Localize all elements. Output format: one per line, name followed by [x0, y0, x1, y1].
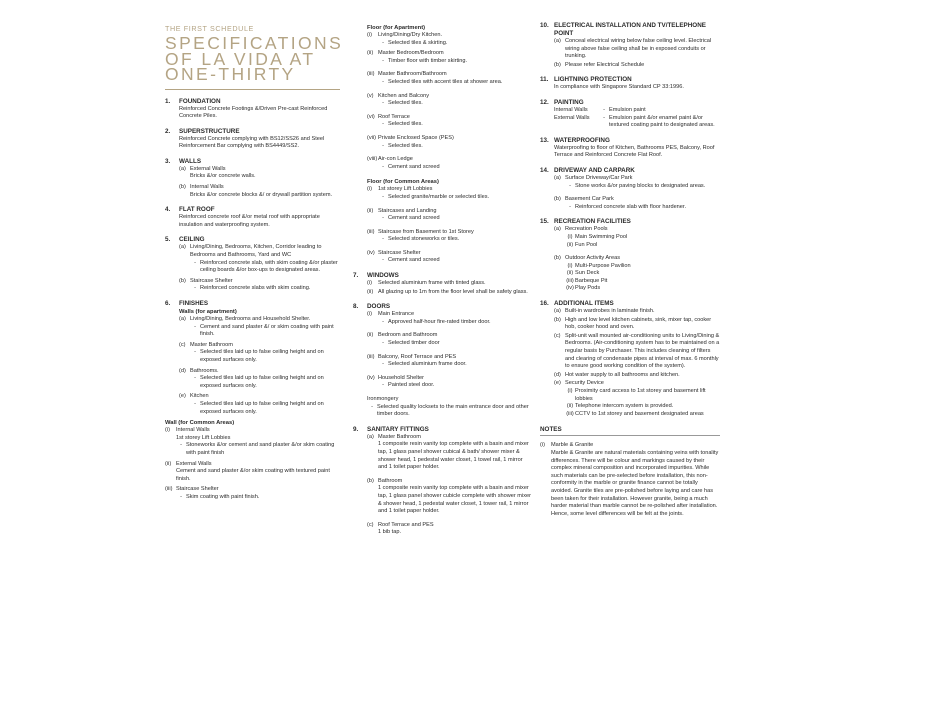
item-heading: Kitchen and Balcony [378, 92, 429, 99]
section-title: WATERPROOFING [554, 136, 610, 144]
item-text: Emulsion paint [609, 106, 646, 113]
item-label: (a) [554, 308, 561, 315]
walls-item-a [179, 166, 340, 181]
recreation-item-a [554, 226, 720, 249]
additional-item-a [554, 308, 720, 316]
additional-item-d [554, 372, 720, 380]
sanitary-item-a [367, 434, 532, 472]
item-label: (ii) [367, 288, 374, 295]
section-driveway [540, 167, 720, 211]
item-heading: External Walls [554, 114, 590, 121]
item-heading: Staircase Shelter [190, 277, 233, 284]
recreation-item-b [554, 255, 720, 293]
item-label: (iii) [367, 353, 375, 360]
item-text: Stoneworks &/or cement and sand plaster &/or skim coating with paint finish [186, 442, 335, 456]
item-text: All glazing up to 1m from the floor level shall be safety glass. [378, 288, 528, 295]
item-heading: Bathrooms. [190, 367, 219, 374]
item-text: Cement and sand plaster &/or skim coating with textured paint finish. [176, 468, 330, 482]
section-number: 5. [165, 236, 171, 244]
item-label: (ii) [367, 332, 374, 339]
section-number: 2. [165, 127, 171, 135]
item-text: Selected tiles. [388, 142, 423, 149]
floor-apt-i: (i) Living/Dining/Dry Kitchen. - Selected tiles & skirting. [367, 32, 532, 47]
item-text: Reinforced concrete slabs with skim coating. [200, 285, 311, 292]
section-text: Reinforced Concrete complying with BS12/SS26 and Steel Reinforcement Bar complying with BS4449/SS2. [179, 135, 325, 150]
finishes-item-c: (c) Master Bathroom - Selected tiles laid up to false ceiling height and on exposed surfaces only. [179, 342, 340, 365]
section-number: 4. [165, 206, 171, 214]
section-title: LIGHTNING PROTECTION [554, 76, 632, 84]
item-text: Selected stoneworks or tiles. [388, 236, 460, 243]
schedule-label: THE FIRST SCHEDULE [165, 24, 254, 33]
windows-item-ii [367, 289, 532, 297]
section-title: SANITARY FITTINGS [367, 425, 429, 433]
column-1 [165, 24, 344, 508]
item-label: (e) [179, 393, 186, 400]
list-item: (iii) Barbeque Pit [566, 277, 608, 284]
item-label: (ii) [165, 460, 172, 467]
section-number: 7. [353, 272, 359, 280]
electrical-item-a [554, 38, 720, 61]
page-title [165, 33, 344, 84]
doors-item-iv: (iv) Household Shelter - Painted steel door. [367, 375, 532, 390]
item-label: (a) [554, 226, 561, 233]
item-heading: Recreation Pools [565, 226, 608, 233]
finishes-item-a: (a) Living/Dining, Bedrooms and Household Shelter. - Cement and sand plaster &/ or skim coating with paint finish. [179, 316, 340, 339]
section-finishes [165, 300, 340, 501]
section-number: 13. [540, 136, 549, 144]
subsection-heading: Wall (for Common Areas) [165, 420, 235, 427]
section-title: ADDITIONAL ITEMS [554, 300, 614, 308]
item-label: (iii) [367, 228, 375, 235]
item-label: (b) [554, 196, 561, 203]
item-text: Selected aluminium frame door. [388, 361, 467, 368]
item-heading: Roof Terrace and PES [378, 521, 434, 528]
common-wall-item-ii [165, 461, 340, 484]
section-foundation [165, 98, 340, 121]
section-recreation [540, 218, 720, 293]
section-doors [353, 303, 532, 419]
item-subheading: 1st storey Lift Lobbies [176, 434, 231, 441]
section-number: 9. [353, 425, 359, 433]
section-text: Waterproofing to floor of Kitchen, Bathrooms PES, Balcony, Roof Terrace and Reinforced Concrete Flat Roof. [554, 144, 715, 159]
item-heading: Master Bedroom/Bedroom [378, 50, 444, 57]
additional-item-e [554, 380, 720, 418]
section-title: DOORS [367, 303, 391, 311]
title-divider [165, 89, 340, 90]
title-line-3: ONE-THIRTY [165, 64, 296, 84]
title-line-2: OF LA VIDA AT [165, 48, 316, 69]
item-heading: Internal Walls [190, 184, 224, 191]
ceiling-item-a: (a) Living/Dining, Bedrooms, Kitchen, Corridor leading to Bedrooms and Bathrooms, Yard and WC - Reinforced concrete slab, with skim coating &/or plaster ceiling boards &/or box-ups to designated areas. [179, 244, 340, 274]
item-text: Marble & Granite are natural materials containing veins with tonality differences. There will be colour and markings caused by their complex mineral composition and incorporated impurities. While such materials can be pre-selected before installation, this non-conformity in the marble or granite finance cannot be totally avoided. Granite tiles are pre-polished before laying and care has been taken for their installation. However granite, being a much harder material than marble cannot be re-polished after installation. Hence, some level differences will be felt at the joints. [551, 449, 719, 517]
item-heading: Marble & Granite [551, 442, 594, 449]
item-label: (b) [554, 61, 561, 68]
list-item: (iii) CCTV to 1st storey and basement designated areas [566, 410, 704, 417]
doors-item-i: (i) Main Entrance - Approved half-hour fire-rated timber door. [367, 311, 532, 326]
item-text: Timber floor with timber skirting. [388, 57, 468, 64]
list-item: (ii) Telephone intercom system is provided. [566, 403, 674, 410]
floor-apt-v: (v) Kitchen and Balcony - Selected tiles. [367, 93, 532, 108]
notes-heading: NOTES [540, 426, 720, 436]
subsection-heading: Floor (for Common Areas) [367, 179, 439, 186]
section-number: 14. [540, 166, 549, 174]
painting-external: External Walls - Emulsion paint &/or enamel paint &/or textured coating paint to designated areas. [554, 115, 720, 130]
finishes-item-d: (d) Bathrooms. - Selected tiles laid up to false ceiling height and on exposed surfaces only. [179, 368, 340, 391]
section-title: RECREATION FACILITIES [554, 218, 631, 226]
section-number: 6. [165, 300, 171, 307]
floor-common-areas [367, 178, 532, 265]
section-title: SUPERSTRUCTURE [179, 127, 240, 135]
item-heading: Master Bathroom/Bathroom [378, 71, 447, 78]
painting-internal: Internal Walls - Emulsion paint [554, 107, 720, 115]
section-additional [540, 300, 720, 418]
item-heading: Main Entrance [378, 311, 415, 318]
item-heading: External Walls [190, 165, 226, 172]
section-title: WINDOWS [367, 272, 399, 280]
doors-item-ii: (ii) Bedroom and Bathroom - Selected timber door [367, 332, 532, 347]
item-label: (b) [179, 184, 186, 191]
item-label: (i) [165, 427, 170, 434]
item-heading: Bedroom and Bathroom [378, 332, 438, 339]
item-label: (iii) [165, 486, 173, 493]
driveway-item-a: (a) Surface Driveway/Car Park - Stone works &/or paving blocks to designated areas. [554, 175, 720, 190]
item-heading: Kitchen [190, 393, 209, 400]
floor-common-iv: (iv) Staircase Shelter - Cement sand screed [367, 250, 532, 265]
section-number: 15. [540, 218, 549, 226]
item-heading: Private Enclosed Space (PES) [378, 134, 454, 141]
section-number: 3. [165, 157, 171, 165]
item-heading: External Walls [176, 460, 212, 467]
item-label: (vi) [367, 113, 375, 120]
item-text: Selected quality locksets to the main entrance door and other timber doors. [377, 403, 529, 418]
item-text: Selected tiles with accent tiles at shower area. [388, 78, 503, 85]
sanitary-item-c [367, 522, 532, 537]
item-text: Emulsion paint &/or enamel paint &/or textured coating paint to designated areas. [609, 114, 715, 129]
item-label: (a) [367, 433, 374, 440]
list-item: (ii) Fun Pool [566, 241, 598, 248]
item-heading: Balcony, Roof Terrace and PES [378, 353, 457, 360]
column-2 [353, 24, 532, 544]
item-label: (a) [179, 244, 186, 251]
item-heading: Staircase from Basement to 1st Storey [378, 228, 474, 235]
floor-apt-iii: (iii) Master Bathroom/Bathroom - Selected tiles with accent tiles at shower area. [367, 71, 532, 86]
item-text: Selected aluminium frame with tinted glass. [378, 280, 486, 287]
item-heading: Master Bathroom [190, 341, 233, 348]
floor-apt-vii: (vii) Private Enclosed Space (PES) - Selected tiles. [367, 135, 532, 150]
finishes-item-e: (e) Kitchen - Selected tiles laid up to false ceiling height and on exposed surfaces only. [179, 393, 340, 416]
item-text: Selected tiles. [388, 121, 423, 128]
item-text: Selected tiles. [388, 100, 423, 107]
item-label: (b) [554, 255, 561, 262]
section-title: FLAT ROOF [179, 206, 215, 214]
section-title: DRIVEWAY AND CARPARK [554, 166, 635, 174]
item-label: (b) [367, 477, 374, 484]
item-text: Selected tiles laid up to false ceiling height and on exposed surfaces only. [200, 375, 324, 389]
item-heading: Internal Walls [176, 427, 210, 434]
driveway-item-b: (b) Basement Car Park - Reinforced concrete slab with floor hardener. [554, 196, 720, 211]
section-waterproofing [540, 137, 720, 160]
item-label: (v) [367, 92, 374, 99]
item-heading: Staircase Shelter [378, 249, 421, 256]
item-text: Split-unit wall mounted air-conditioning units to Living/Dining & Bedrooms. (Air-conditioning system has to be maintained on a regular basis by Purchaser. This includes cleaning of filters and clearing of condensate pipes at interval of max. 6 monthly to ensure good working condition of the system). [565, 332, 720, 370]
item-text: Conceal electrical wiring below false ceiling level. Electrical wiring above false ceiling shall be in exposed conduits or trunking. [565, 38, 712, 60]
walls-item-b [179, 184, 340, 199]
floor-common-iii: (iii) Staircase from Basement to 1st Storey - Selected stoneworks or tiles. [367, 229, 532, 244]
section-lightning [540, 76, 720, 92]
section-painting [540, 99, 720, 130]
item-text: 1 composite resin vanity top complete with a basin and mixer tap, 1 glass panel shower cubicle complete with shower mixer & shower head, 1 pedestal water closet, 1 tower rail, 1 mirror and 1 toilet paper holder. [378, 485, 531, 515]
item-text: Bricks &/or concrete walls. [190, 173, 256, 180]
item-label: (vii) [367, 134, 377, 141]
subsection-heading: Walls (for apartment) [179, 309, 237, 315]
windows-item-i [367, 280, 532, 288]
list-item: (i) Proximity card access to 1st storey and basement lift lobbies [567, 388, 706, 402]
section-number: 12. [540, 98, 549, 106]
floor-apt-ii: (ii) Master Bedroom/Bedroom - Timber floor with timber skirting. [367, 50, 532, 65]
item-label: (i) [367, 32, 372, 38]
item-text: Bricks &/or concrete blocks &/ or drywall partition system. [190, 191, 333, 198]
item-heading: Internal Walls [554, 106, 588, 113]
item-label: (c) [179, 341, 186, 348]
section-walls [165, 158, 340, 199]
item-text: Reinforced concrete slab, with skim coating &/or plaster ceiling boards &/or box-ups to designated areas. [200, 259, 338, 274]
section-title: WALLS [179, 157, 202, 165]
section-title: ELECTRICAL INSTALLATION AND TV/TELEPHONE POINT [554, 22, 706, 37]
item-heading: Bathroom [378, 477, 403, 484]
item-label: (e) [554, 380, 561, 387]
item-text: Hot water supply to all bathrooms and kitchen. [565, 371, 680, 378]
section-number: 10. [540, 22, 549, 29]
item-text: Cement sand screed [388, 215, 440, 222]
item-heading: Basement Car Park [565, 196, 614, 203]
item-heading: Master Bathroom [378, 433, 421, 440]
doors-item-iii: (iii) Balcony, Roof Terrace and PES - Selected aluminium frame door. [367, 354, 532, 369]
item-label: (i) [367, 280, 372, 287]
item-label: (a) [179, 165, 186, 172]
item-text: Approved half-hour fire-rated timber door. [388, 318, 491, 325]
item-heading: Staircase Shelter [176, 486, 219, 493]
notes-section [540, 442, 720, 518]
item-text: Selected timber door [388, 340, 440, 347]
item-text: 1 bib tap. [378, 529, 402, 536]
notes-item-i [540, 442, 720, 518]
item-heading: Household Shelter [378, 374, 425, 381]
floor-common-i: (i) 1st storey Lift Lobbies - Selected granite/marble or selected tiles. [367, 186, 532, 201]
column-3 [540, 22, 720, 521]
section-title: PAINTING [554, 98, 584, 106]
list-item: (i) Main Swimming Pool [567, 233, 628, 240]
item-label: (iv) [367, 249, 375, 256]
floor-common-ii: (ii) Staircases and Landing - Cement sand screed [367, 208, 532, 223]
section-sanitary [353, 426, 532, 537]
item-label: (c) [367, 521, 374, 528]
item-heading: Outdoor Activity Areas [565, 255, 621, 262]
floor-apt-vi: (vi) Roof Terrace - Selected tiles. [367, 114, 532, 129]
item-label: (a) [554, 38, 561, 44]
section-text: In compliance with Singapore Standard CP 33:1996. [554, 84, 684, 91]
item-text: Cement and sand plaster &/ or skim coating with paint finish. [200, 323, 334, 338]
common-wall-item-iii: (iii) Staircase Shelter - Skim coating with paint finish. [165, 486, 340, 501]
additional-item-c [554, 333, 720, 371]
item-label: (b) [179, 277, 186, 284]
additional-item-b [554, 317, 720, 332]
section-ceiling [165, 236, 340, 293]
item-text: Cement sand screed [388, 163, 440, 170]
item-heading: Air-con Ledge [378, 156, 413, 163]
item-heading: Surface Driveway/Car Park [565, 174, 633, 181]
section-title: CEILING [179, 236, 205, 244]
list-item: (iv) Play Pods [566, 285, 601, 292]
item-heading: Roof Terrace [378, 113, 410, 120]
item-label: (d) [179, 367, 186, 374]
item-label: (viii) [367, 156, 378, 163]
section-electrical [540, 22, 720, 69]
item-label: (i) [367, 311, 372, 318]
item-heading: Living/Dining, Bedrooms, Kitchen, Corridor leading to Bedrooms and Bathrooms, Yard and WC [190, 244, 322, 259]
item-text: Built-in wardrobes in laminate finish. [565, 308, 655, 315]
item-label: (i) [367, 186, 372, 193]
item-label: (ii) [367, 50, 374, 57]
item-label: (i) [540, 442, 545, 449]
section-number: 1. [165, 97, 171, 105]
section-title: FINISHES [179, 300, 209, 307]
item-text: High and low level kitchen cabinets, sink, mixer tap, cooker hob, cooker hood and oven. [565, 316, 712, 331]
floor-apt-viii: (viii) Air-con Ledge - Cement sand screed [367, 156, 532, 171]
item-label: (d) [554, 371, 561, 378]
item-heading: Living/Dining, Bedrooms and Household Shelter. [190, 316, 311, 322]
item-label: (iv) [367, 374, 375, 381]
sanitary-item-b [367, 478, 532, 516]
list-item: (ii) Sun Deck [566, 270, 600, 277]
section-windows [353, 272, 532, 296]
title-line-1: SPECIFICATIONS [165, 33, 344, 53]
item-heading: Staircases and Landing [378, 207, 437, 214]
floor-apartment [367, 24, 532, 171]
item-text: Selected tiles laid up to false ceiling height and on exposed surfaces only. [200, 349, 324, 363]
item-text: 1 composite resin vanity top complete with a basin and mixer tap, 1 glass panel shower cubical & bath/ shower mixer & shower head, 1 pedestal water closet, 1 towel rail, 1 mirror and 1 toilet paper holder. [378, 441, 529, 471]
item-text: Skim coating with paint finish. [186, 493, 260, 500]
item-heading: Ironmongery [367, 396, 399, 402]
item-label: (a) [179, 316, 186, 322]
subsection-heading: Floor (for Apartment) [367, 25, 426, 31]
item-text: Stone works &/or paving blocks to designated areas. [575, 182, 706, 189]
item-text: Please refer Electrical Schedule [565, 61, 645, 68]
item-text: Cement sand screed [388, 257, 440, 264]
section-number: 8. [353, 303, 359, 311]
item-heading: 1st storey Lift Lobbies [378, 186, 433, 193]
item-text: Selected tiles laid up to false ceiling height and on exposed surfaces only. [200, 400, 324, 415]
doors-ironmongery: Ironmongery - Selected quality locksets to the main entrance door and other timber doors. [367, 396, 532, 419]
section-superstructure [165, 128, 340, 151]
section-title: FOUNDATION [179, 97, 221, 105]
item-text: Selected tiles & skirting. [388, 39, 448, 46]
section-text: Reinforced Concrete Footings &/Driven Pre-cast Reinforced Concrete Piles. [179, 105, 328, 120]
item-text: Reinforced concrete slab with floor hardener. [575, 203, 687, 210]
list-item: (i) Multi-Purpose Pavilion [567, 262, 631, 269]
section-number: 16. [540, 300, 549, 308]
common-wall-item-i: (i) Internal Walls 1st storey Lift Lobbies - Stoneworks &/or cement and sand plaster &/or skim coating with paint finish [165, 427, 340, 457]
item-label: (c) [554, 332, 561, 339]
item-label: (ii) [367, 207, 374, 214]
section-number: 11. [540, 76, 549, 84]
ceiling-item-b: (b) Staircase Shelter - Reinforced concrete slabs with skim coating. [179, 278, 340, 293]
item-heading: Living/Dining/Dry Kitchen. [378, 32, 443, 38]
item-label: (a) [554, 174, 561, 181]
item-heading: Security Device [565, 380, 604, 387]
section-text: Reinforced concrete roof &/or metal roof with appropriate insulation and waterproofing system. [179, 214, 320, 228]
item-label: (b) [554, 316, 561, 323]
item-label: (iii) [367, 71, 375, 78]
section-flat-roof [165, 206, 340, 229]
item-text: Selected granite/marble or selected tiles. [388, 193, 490, 200]
item-text: Painted steel door. [388, 382, 435, 389]
electrical-item-b [554, 62, 720, 70]
